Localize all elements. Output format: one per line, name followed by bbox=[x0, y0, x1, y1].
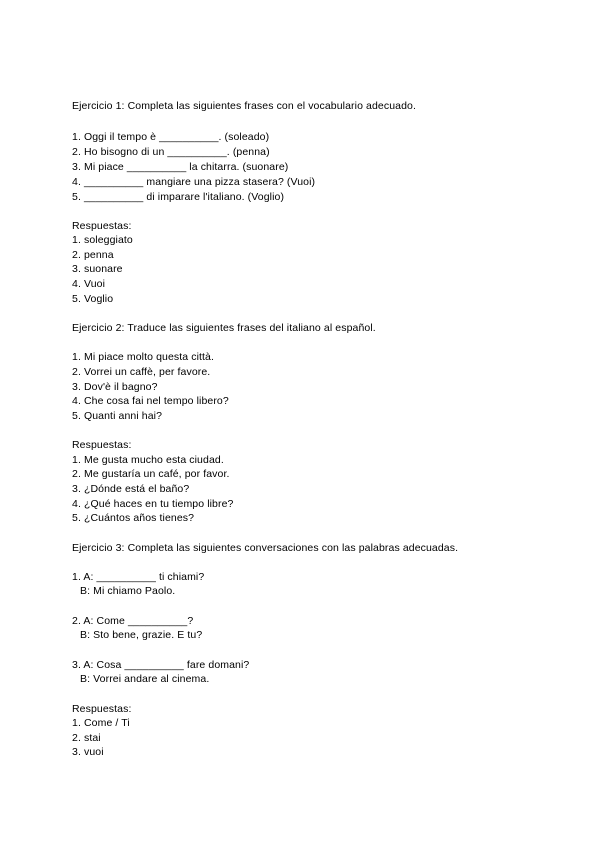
exercise-3-answer: 2. stai bbox=[72, 732, 101, 744]
exercise-1-answers-title: Respuestas: bbox=[72, 220, 132, 232]
conversation-line-b: B: Mi chiamo Paolo. bbox=[80, 585, 176, 597]
exercise-1-item: 2. Ho bisogno di un __________. (penna) bbox=[72, 146, 270, 158]
exercise-1-answer: 5. Voglio bbox=[72, 293, 114, 305]
exercise-1-item: 4. __________ mangiare una pizza stasera? (Vuoi) bbox=[72, 176, 316, 188]
exercise-2-item: 1. Mi piace molto questa città. bbox=[72, 351, 214, 363]
exercise-1-answer: 3. suonare bbox=[72, 263, 123, 275]
exercise-1-item: 3. Mi piace __________ la chitarra. (suonare) bbox=[72, 161, 289, 173]
exercise-2-answers-title: Respuestas: bbox=[72, 439, 132, 451]
exercise-2-item: 4. Che cosa fai nel tempo libero? bbox=[72, 395, 229, 407]
exercise-1-answer: 1. soleggiato bbox=[72, 234, 133, 246]
exercise-2-item: 5. Quanti anni hai? bbox=[72, 410, 163, 422]
exercise-1-answer: 4. Vuoi bbox=[72, 278, 105, 290]
exercise-3-answers-title: Respuestas: bbox=[72, 703, 132, 715]
exercise-2-answer: 1. Me gusta mucho esta ciudad. bbox=[72, 454, 224, 466]
conversation-line-b: B: Sto bene, grazie. E tu? bbox=[80, 629, 203, 641]
exercise-2-answer: 5. ¿Cuántos años tienes? bbox=[72, 512, 195, 524]
conversation-line-a: 1. A: __________ ti chiami? bbox=[72, 571, 205, 583]
conversation-line-b: B: Vorrei andare al cinema. bbox=[80, 673, 210, 685]
exercise-2-item: 2. Vorrei un caffè, per favore. bbox=[72, 366, 211, 378]
exercise-3-title: Ejercicio 3: Completa las siguientes conversaciones con las palabras adecuadas. bbox=[72, 542, 459, 554]
exercise-2-answer: 2. Me gustaría un café, por favor. bbox=[72, 468, 230, 480]
exercise-1-item: 5. __________ di imparare l'italiano. (Voglio) bbox=[72, 191, 285, 203]
exercise-1-answer: 2. penna bbox=[72, 249, 114, 261]
exercise-2-item: 3. Dov'è il bagno? bbox=[72, 381, 158, 393]
conversation-line-a: 3. A: Cosa __________ fare domani? bbox=[72, 659, 250, 671]
exercise-3-answer: 1. Come / Ti bbox=[72, 717, 130, 729]
exercise-3-answer: 3. vuoi bbox=[72, 746, 104, 758]
exercise-2-answer: 3. ¿Dónde está el baño? bbox=[72, 483, 190, 495]
exercise-1-item: 1. Oggi il tempo è __________. (soleado) bbox=[72, 131, 270, 143]
conversation-line-a: 2. A: Come __________? bbox=[72, 615, 194, 627]
exercise-2-title: Ejercicio 2: Traduce las siguientes frases del italiano al español. bbox=[72, 322, 376, 334]
exercise-2-answer: 4. ¿Qué haces en tu tiempo libre? bbox=[72, 498, 234, 510]
exercise-1-title: Ejercicio 1: Completa las siguientes frases con el vocabulario adecuado. bbox=[72, 100, 416, 112]
